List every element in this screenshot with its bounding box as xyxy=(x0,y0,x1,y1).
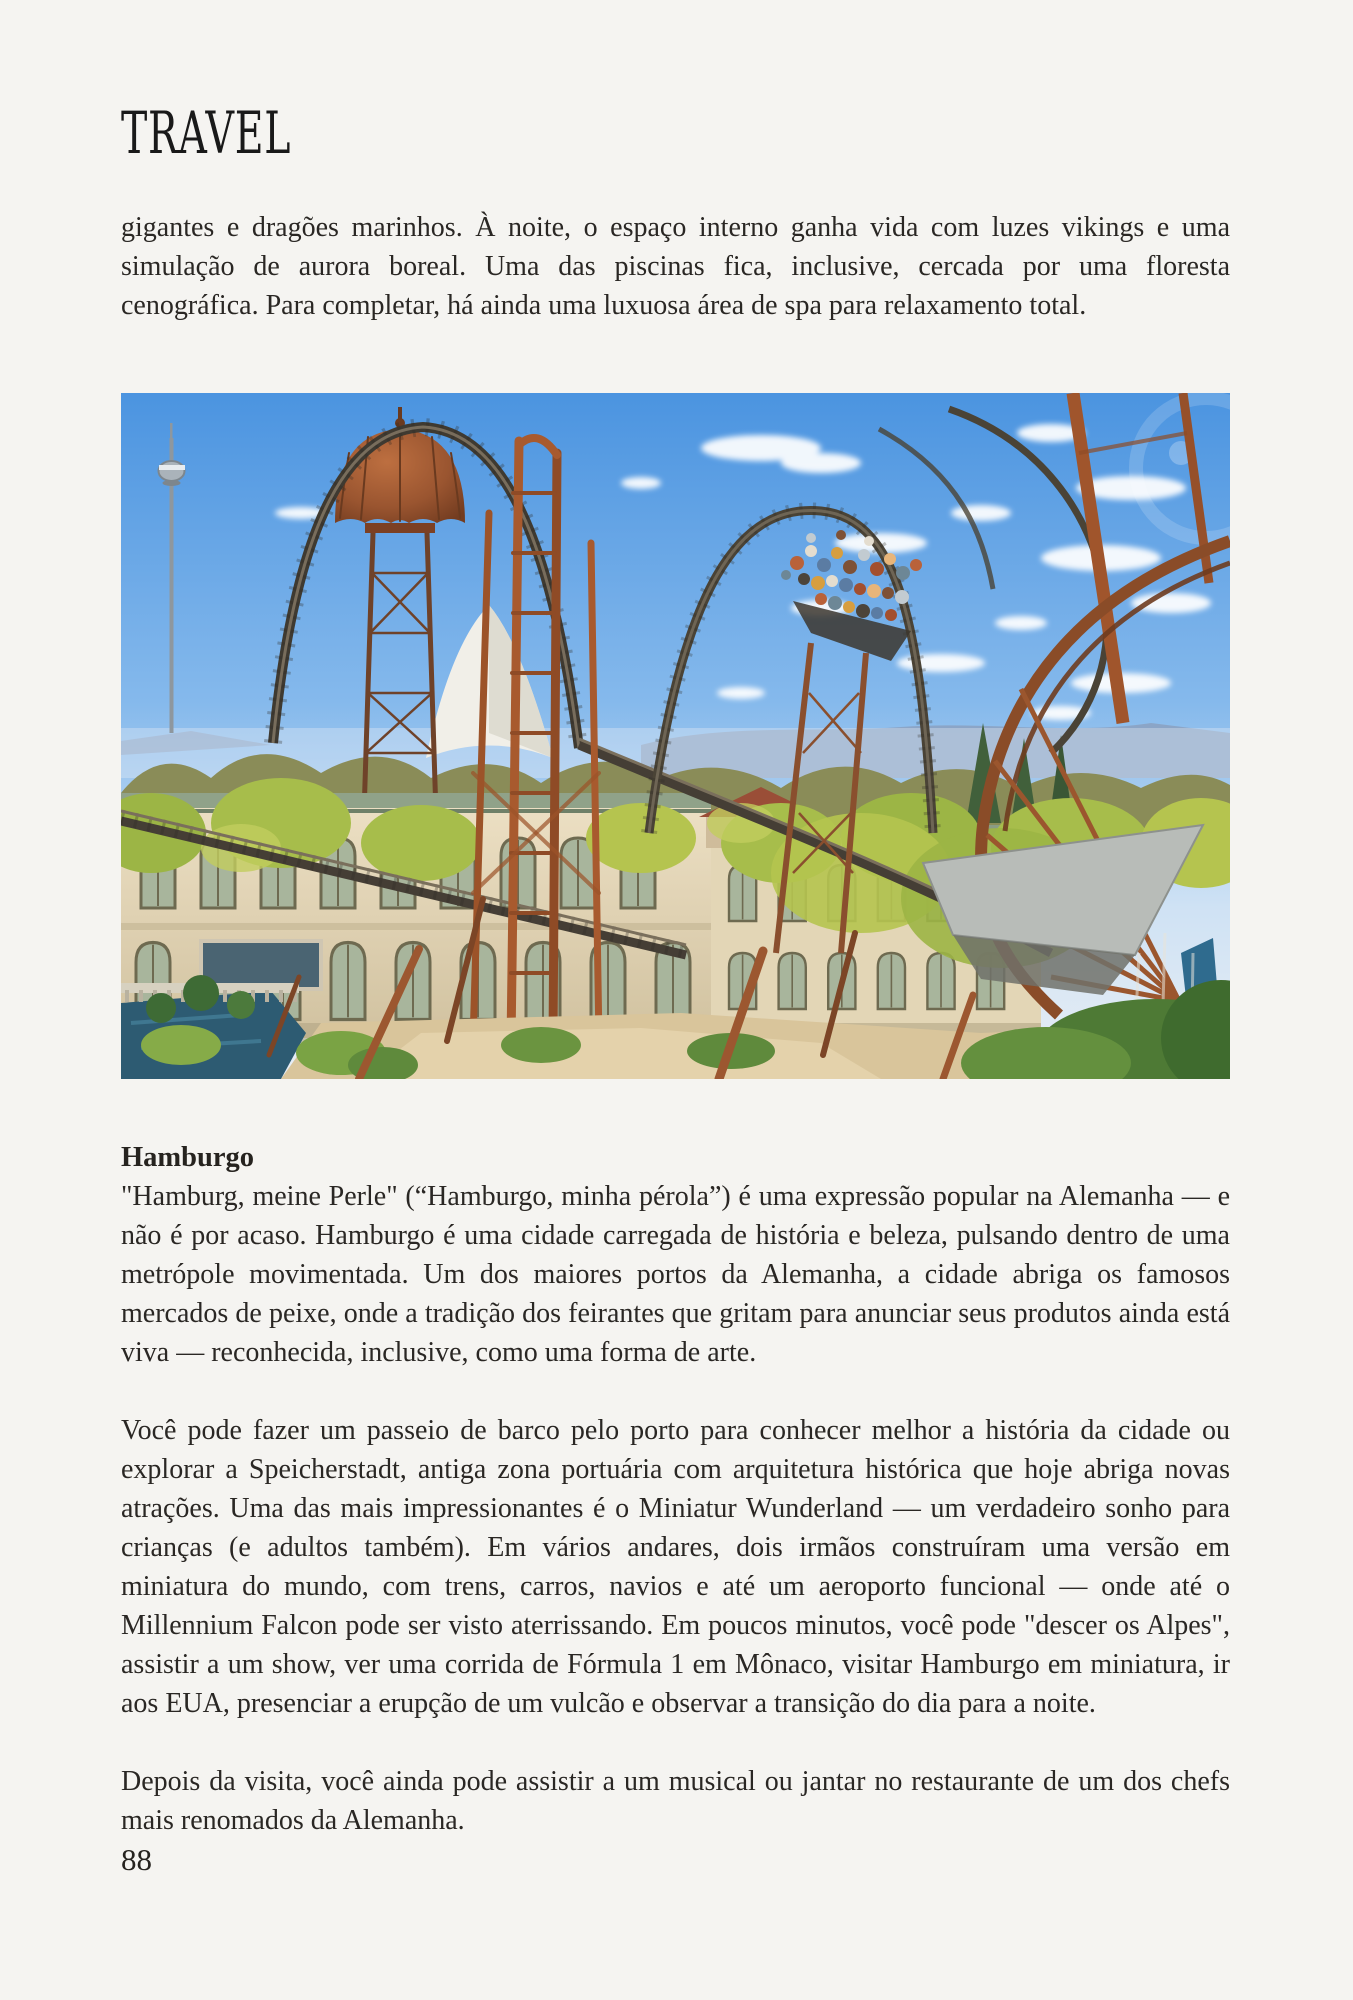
article-body xyxy=(121,1138,1230,1880)
body-paragraph-2: Você pode fazer um passeio de barco pelo porto para conhecer melhor a história da cidade ou explorar a Speicherstadt, antiga zona portuária com arquitetura histórica que hoje abriga novas atrações. Uma das mais impressionantes é o Miniatur Wunderland — um verdadeiro sonho para crianças (e adultos também). Em vários andares, dois irmãos construíram uma versão em miniatura do mundo, com trens, carros, navios e até um aeroporto funcional — onde até o Millennium Falcon pode ser visto aterrissando. Em poucos minutos, você pode "descer os Alpes", assistir a um show, ver uma corrida de Fórmula 1 em Mônaco, visitar Hamburgo em miniatura, ir aos EUA, presenciar a erupção de um vulcão e observar a transição do dia para a noite. xyxy=(121,1415,1230,1719)
body-paragraph-3: Depois da visita, você ainda pode assistir a um musical ou jantar no restaurante de um dos chefs mais renomados da Alemanha. xyxy=(121,1766,1230,1836)
section-label: TRAVEL xyxy=(121,99,292,167)
intro-paragraph: gigantes e dragões marinhos. À noite, o espaço interno ganha vida com luzes vikings e uma simulação de aurora boreal. Uma das piscinas fica, inclusive, cercada por uma floresta cenográfica. Para completar, há ainda uma luxuosa área de spa para relaxamento total. xyxy=(121,212,1230,321)
body-paragraph-1: "Hamburg, meine Perle" (“Hamburgo, minha pérola”) é uma expressão popular na Alemanha — e não é por acaso. Hamburgo é uma cidade carregada de história e beleza, pulsando dentro de uma metrópole movimentada. Um dos maiores portos da Alemanha, a cidade abriga os famosos mercados de peixe, onde a tradição dos feirantes que gritam para anunciar seus produtos ainda está viva — reconhecida, inclusive, como uma forma de arte. xyxy=(121,1181,1230,1368)
page-number: 88 xyxy=(121,1842,152,1877)
park-photo-illustration xyxy=(121,393,1230,1079)
park-photo xyxy=(121,393,1230,1079)
subsection-heading: Hamburgo xyxy=(121,1142,255,1173)
